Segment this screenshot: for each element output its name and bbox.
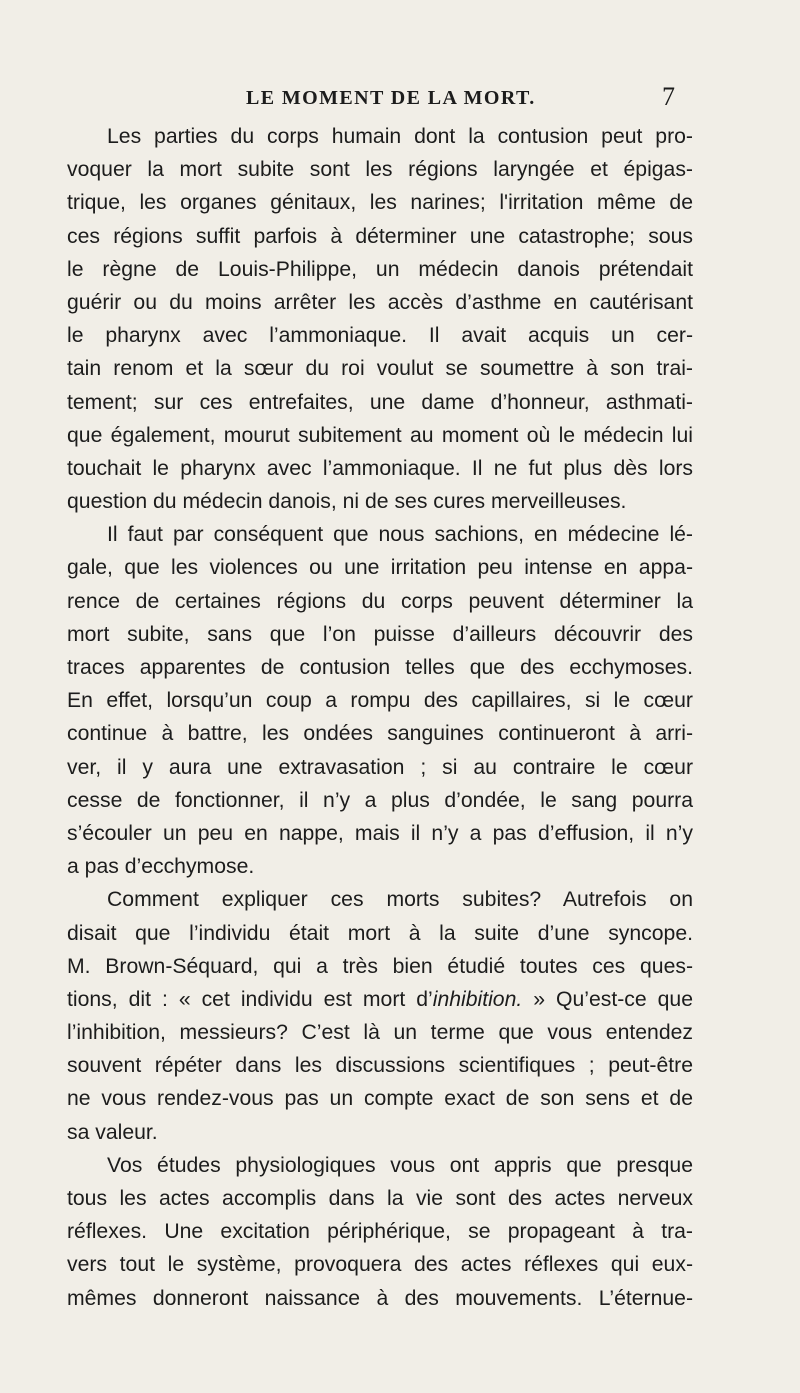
text-line: gale, que les violences ou une irritation peu intense en appa- xyxy=(67,556,693,580)
text-line: sa valeur. xyxy=(67,1120,158,1144)
text-line: En effet, lorsqu’un coup a rompu des capillaires, si le cœur xyxy=(67,689,693,713)
text-line: cesse de fonctionner, il n’y a plus d’ondée, le sang pourra xyxy=(67,788,693,812)
text-line: rence de certaines régions du corps peuvent déterminer la xyxy=(67,589,693,613)
body-text xyxy=(67,120,693,1315)
text-line: tous les actes accomplis dans la vie sont des actes nerveux xyxy=(67,1187,693,1210)
text-line: ne vous rendez-vous pas un compte exact de son sens et de xyxy=(67,1087,693,1111)
text-line: disait que l’individu était mort à la suite d’une syncope. xyxy=(67,921,693,945)
text-line: l’inhibition, messieurs? C’est là un terme que vous entendez xyxy=(67,1021,693,1045)
text-line: M. Brown-Séquard, qui a très bien étudié toutes ces ques- xyxy=(67,954,693,978)
text-line: question du médecin danois, ni de ses cures merveilleuses. xyxy=(67,490,627,514)
text-line: tain renom et la sœur du roi voulut se soumettre à son trai- xyxy=(67,357,693,381)
text-line: que également, mourut subitement au moment où le médecin lui xyxy=(67,423,693,447)
text-line: Vos études physiologiques vous ont appris que presque xyxy=(107,1153,693,1177)
text-span: tions, dit : « cet individu est mort d’ xyxy=(67,987,433,1011)
text-line: réflexes. Une excitation périphérique, se propageant à tra- xyxy=(67,1220,693,1244)
text-line: tement; sur ces entrefaites, une dame d’honneur, asthmati- xyxy=(67,390,693,414)
text-line: Comment expliquer ces morts subites? Autrefois on xyxy=(107,888,693,912)
text-line xyxy=(67,983,693,1016)
page-number: 7 xyxy=(662,82,675,111)
text-line: guérir ou du moins arrêter les accès d’asthme en cautérisant xyxy=(67,290,693,314)
text-span: » Qu’est-ce que xyxy=(522,987,693,1011)
text-line: Les parties du corps humain dont la contusion peut pro- xyxy=(107,125,693,148)
running-title: LE MOMENT DE LA MORT. xyxy=(246,87,536,109)
text-line: ver, il y aura une extravasation ; si au contraire le cœur xyxy=(67,755,693,779)
italic-term: inhibition. xyxy=(432,987,523,1011)
text-line: voquer la mort subite sont les régions laryngée et épigas- xyxy=(67,158,693,182)
text-line: vers tout le système, provoquera des actes réflexes qui eux- xyxy=(67,1253,693,1277)
text-line: s’écouler un peu en nappe, mais il n’y a pas d’effusion, il n’y xyxy=(67,821,693,845)
text-line: le pharynx avec l’ammoniaque. Il avait acquis un cer- xyxy=(67,324,693,348)
text-line: a pas d’ecchymose. xyxy=(67,855,255,879)
text-line: ces régions suffit parfois à déterminer une catastrophe; sous xyxy=(67,224,693,248)
text-line: touchait le pharynx avec l’ammoniaque. Il ne fut plus dès lors xyxy=(67,456,693,480)
text-line: mêmes donneront naissance à des mouvements. L’éternue- xyxy=(67,1286,693,1310)
text-line: Il faut par conséquent que nous sachions, en médecine lé- xyxy=(107,523,693,547)
text-line: traces apparentes de contusion telles que des ecchymoses. xyxy=(67,656,693,679)
text-line: souvent répéter dans les discussions scientifiques ; peut-être xyxy=(67,1054,693,1078)
text-line: le règne de Louis-Philippe, un médecin danois prétendait xyxy=(67,257,693,281)
page-header xyxy=(0,84,800,116)
text-line: continue à battre, les ondées sanguines continueront à arri- xyxy=(67,722,693,746)
text-line: mort subite, sans que l’on puisse d’ailleurs découvrir des xyxy=(67,622,693,646)
text-line: trique, les organes génitaux, les narines; l'irritation même de xyxy=(67,191,693,215)
